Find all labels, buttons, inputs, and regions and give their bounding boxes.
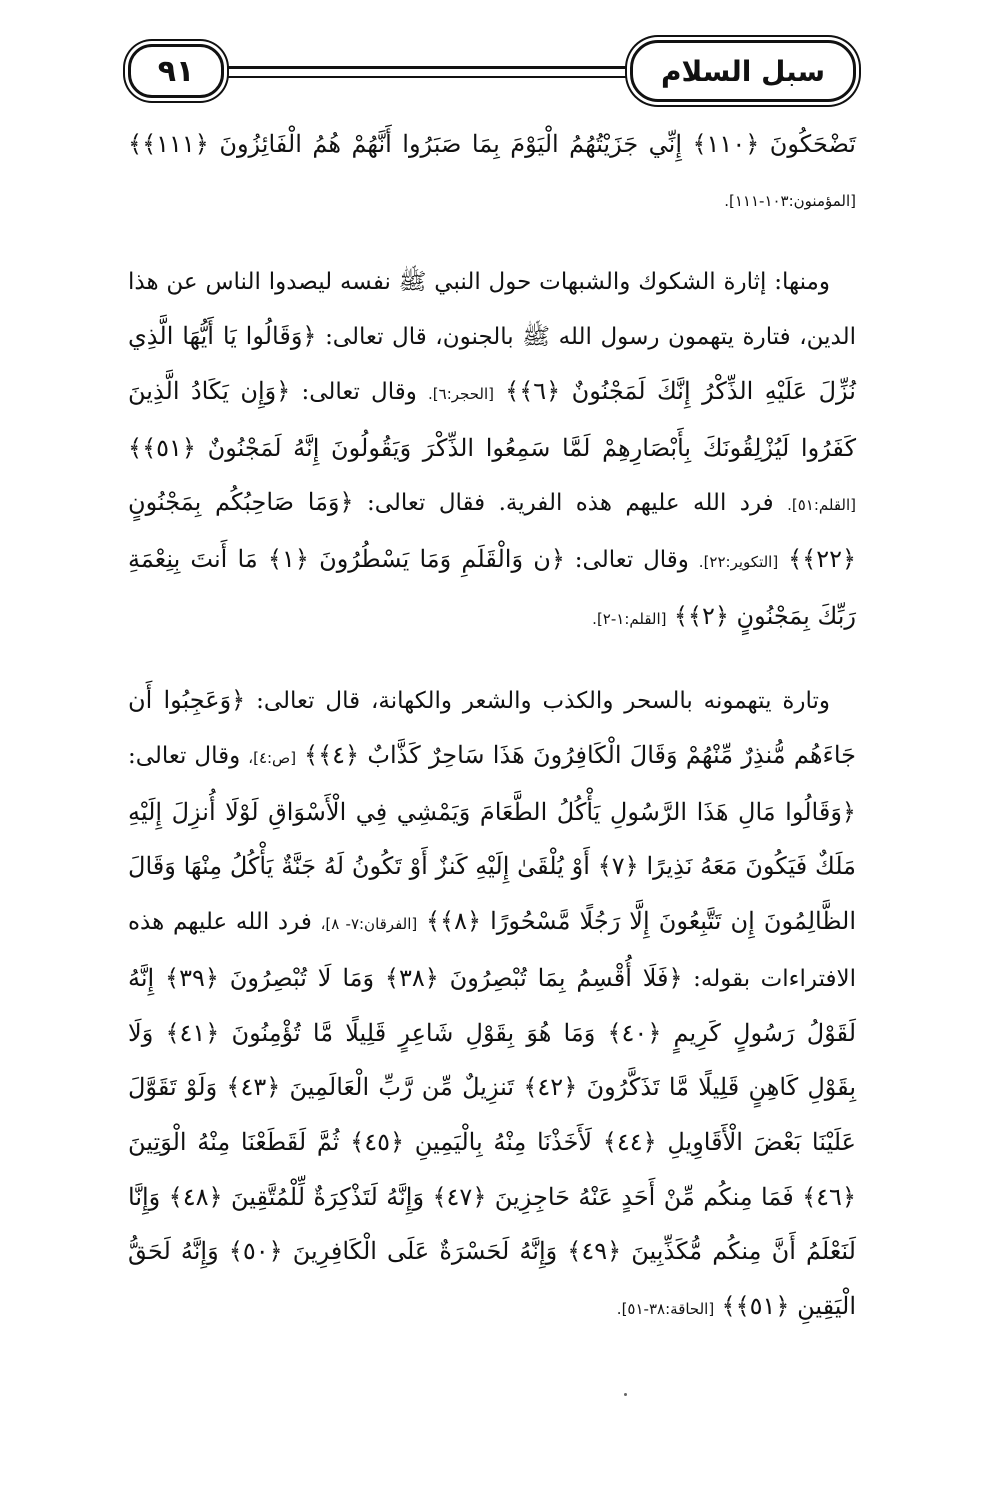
body-text: وتارة يتهمونه بالسحر والكذب والشعر والكهانة، قال تعالى: bbox=[256, 688, 831, 715]
verse-reference: [ص:٤]، bbox=[248, 749, 297, 768]
verse-reference: [القلم:٥١]. bbox=[787, 496, 857, 515]
page-number-frame bbox=[128, 44, 224, 98]
body-text: فرد الله عليهم هذه الفرية. فقال تعالى: bbox=[366, 490, 774, 517]
paragraph-spacer bbox=[128, 228, 856, 256]
body-text: ومنها: إثارة الشكوك والشبهات حول النبي ﷺ نفسه ليصدوا الناس عن هذا الدين، فتارة يتهمون رسول الله ﷺ بالجنون، قال تعالى: bbox=[128, 269, 857, 351]
page-content bbox=[128, 118, 856, 1337]
book-title-frame bbox=[630, 40, 856, 102]
verse-text: ﴿وَإِن يَكَادُ الَّذِينَ كَفَرُوا لَيُزْلِقُونَكَ بِأَبْصَارِهِمْ لَمَّا سَمِعُوا الذِّكْرَ وَيَقُولُونَ إِنَّهُ لَمَجْنُونٌ ﴿٥١﴾﴾ bbox=[128, 376, 856, 462]
verse-text: ﴿وَقَالُوا يَا أَيُّهَا الَّذِي نُزِّلَ عَلَيْهِ الذِّكْرُ إِنَّكَ لَمَجْنُونٌ ﴿٦﴾﴾ bbox=[128, 322, 856, 405]
verse-reference: [الفرقان:٧- ٨]، bbox=[320, 915, 418, 934]
verse-text: ﴿وَعَجِبُوا أَن جَاءَهُم مُّنذِرٌ مِّنْهُمْ وَقَالَ الْكَافِرُونَ هَذَا سَاحِرٌ كَذَّابٌ ﴿٤﴾﴾ bbox=[128, 686, 856, 770]
verse-reference: [الحاقة:٣٨-٥١]. bbox=[616, 1300, 715, 1319]
paragraph-3 bbox=[128, 674, 856, 1336]
verse-text: تَضْحَكُونَ ﴿١١٠﴾ إِنِّي جَزَيْتُهُمُ الْيَوْمَ بِمَا صَبَرُوا أَنَّهُمْ هُمُ الْفَائِزُونَ ﴿١١١﴾﴾ bbox=[128, 130, 856, 158]
print-speck bbox=[624, 1393, 627, 1396]
paragraph-1 bbox=[128, 118, 856, 228]
verse-text: ﴿ن وَالْقَلَمِ وَمَا يَسْطُرُونَ ﴿١﴾ مَا أَنتَ بِنِعْمَةِ رَبِّكَ بِمَجْنُونٍ ﴿٢﴾﴾ bbox=[128, 544, 856, 630]
verse-reference: [المؤمنون:١٠٣-١١١]. bbox=[724, 191, 856, 210]
body-text: وقال تعالى: bbox=[128, 743, 241, 770]
verse-reference: [الحجر:٦]. bbox=[428, 384, 494, 403]
body-text: فرد الله عليهم هذه الافتراءات بقوله: bbox=[128, 909, 857, 992]
paragraph-spacer bbox=[128, 646, 856, 674]
paragraph-2 bbox=[128, 256, 856, 646]
book-title: سبل السلام bbox=[660, 54, 826, 88]
verse-reference: [التكوير:٢٢]. bbox=[698, 552, 779, 571]
verse-text: ﴿وَمَا صَاحِبُكُم بِمَجْنُونٍ ﴿٢٢﴾﴾ bbox=[128, 488, 857, 573]
body-text: وقال تعالى: bbox=[301, 378, 417, 405]
verse-reference: [القلم:١-٢]. bbox=[592, 609, 667, 628]
body-text: وقال تعالى: bbox=[574, 546, 689, 573]
verse-text: ﴿فَلَا أُقْسِمُ بِمَا تُبْصِرُونَ ﴿٣٨﴾ وَمَا لَا تُبْصِرُونَ ﴿٣٩﴾ إِنَّهُ لَقَوْلُ رَسُولٍ كَرِيمٍ ﴿٤٠﴾ وَمَا هُوَ بِقَوْلِ شَاعِرٍ قَلِيلًا مَّا تُؤْمِنُونَ ﴿٤١﴾ وَلَا بِقَوْلِ كَاهِنٍ قَلِيلًا مَّا تَذَكَّرُونَ ﴿٤٢﴾ تَنزِيلٌ مِّن رَّبِّ الْعَالَمِينَ ﴿٤٣﴾ وَلَوْ تَقَوَّلَ عَلَيْنَا بَعْضَ الْأَقَاوِيلِ ﴿٤٤﴾ لَأَخَذْنَا مِنْهُ بِالْيَمِينِ ﴿٤٥﴾ ثُمَّ لَقَطَعْنَا مِنْهُ الْوَتِينَ ﴿٤٦﴾ فَمَا مِنكُم مِّنْ أَحَدٍ عَنْهُ حَاجِزِينَ ﴿٤٧﴾ وَإِنَّهُ لَتَذْكِرَةٌ لِّلْمُتَّقِينَ ﴿٤٨﴾ وَإِنَّا لَنَعْلَمُ أَنَّ مِنكُم مُّكَذِّبِينَ ﴿٤٩﴾ وَإِنَّهُ لَحَسْرَةٌ عَلَى الْكَافِرِينَ ﴿٥٠﴾ وَإِنَّهُ لَحَقُّ الْيَقِينِ ﴿٥١﴾﴾ bbox=[128, 963, 857, 1321]
verse-text: ﴿وَقَالُوا مَالِ هَذَا الرَّسُولِ يَأْكُلُ الطَّعَامَ وَيَمْشِي فِي الْأَسْوَاقِ لَوْلَا أُنزِلَ إِلَيْهِ مَلَكٌ فَيَكُونَ مَعَهُ نَذِيرًا ﴿٧﴾ أَوْ يُلْقَىٰ إِلَيْهِ كَنزٌ أَوْ تَكُونُ لَهُ جَنَّةٌ يَأْكُلُ مِنْهَا وَقَالَ الظَّالِمُونَ إِن تَتَّبِعُونَ إِلَّا رَجُلًا مَّسْحُورًا ﴿٨﴾﴾ bbox=[128, 797, 857, 936]
header-rule bbox=[198, 66, 666, 78]
page-header bbox=[128, 38, 856, 108]
page-number: ٩١ bbox=[157, 53, 195, 89]
